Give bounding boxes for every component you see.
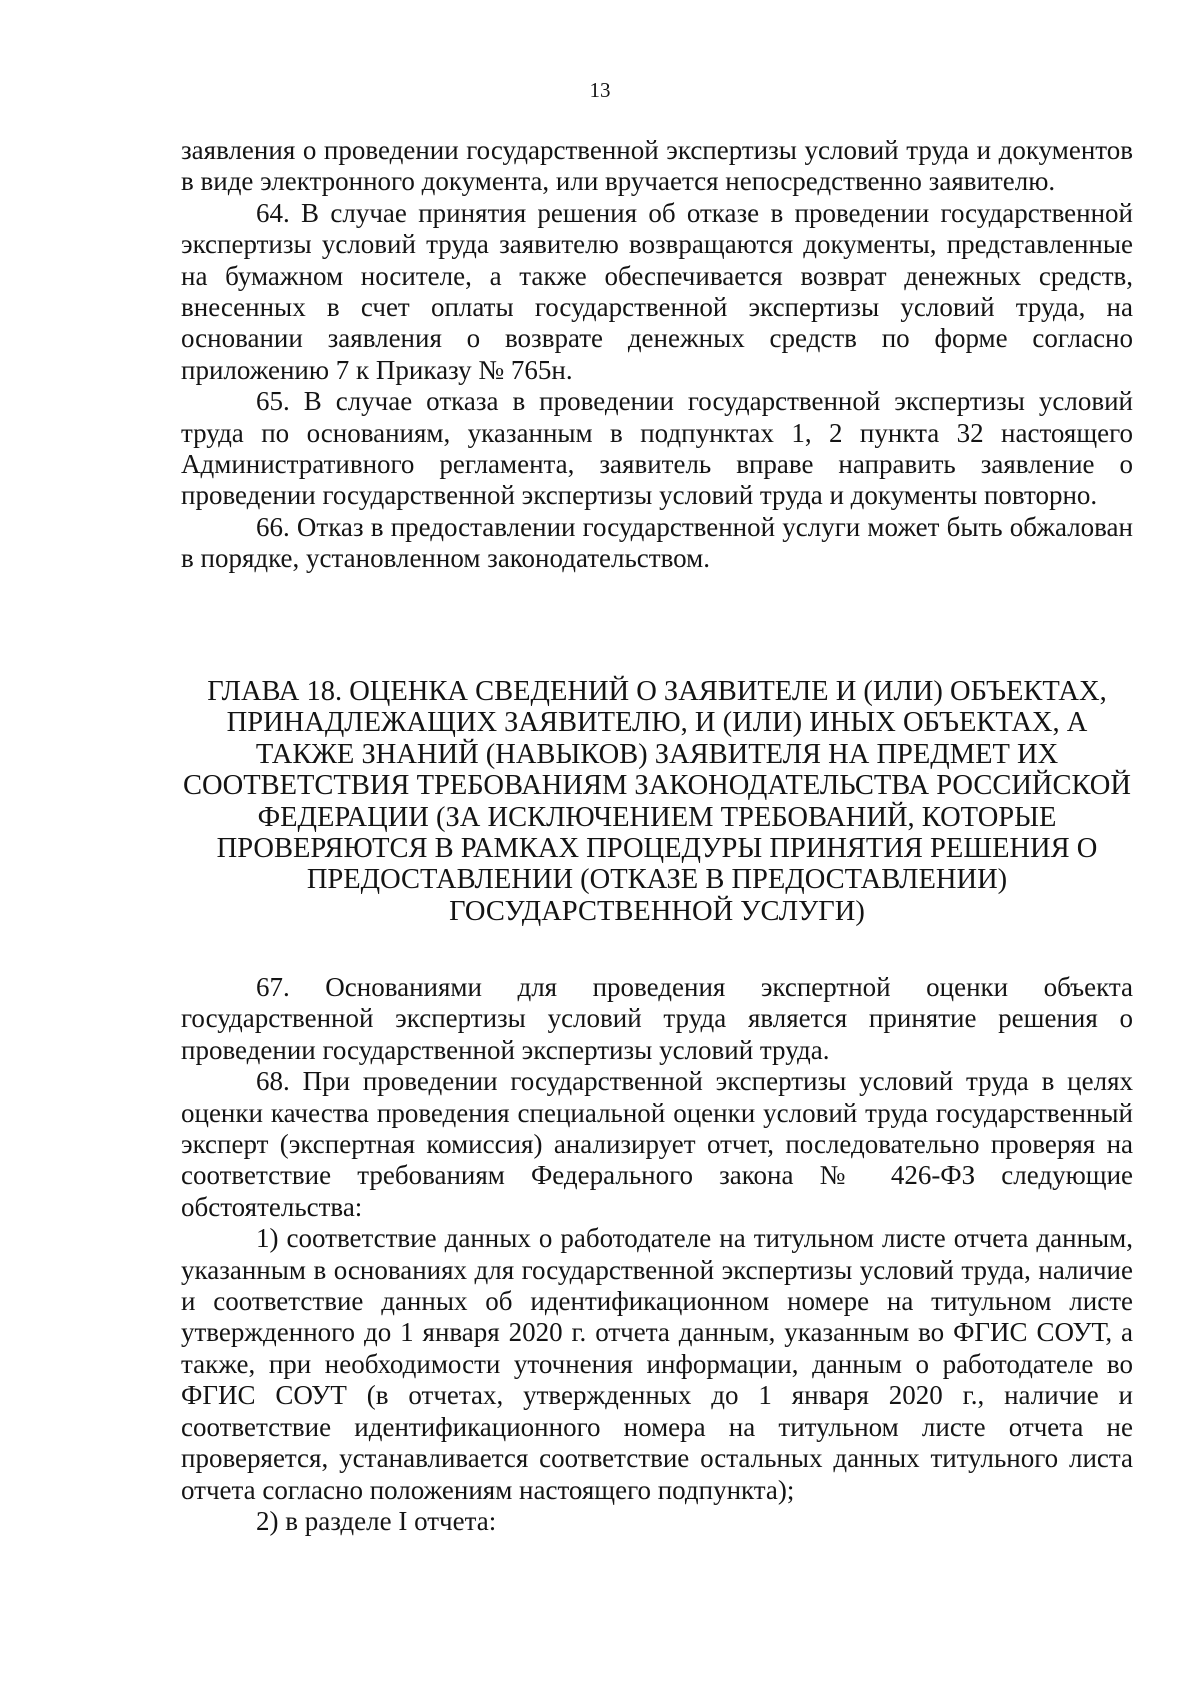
subitem-1: 1) соответствие данных о работодателе на титульном листе отчета данным, указанным в основаниях для государственной экспертизы условий труда, наличие и соответствие данных об идентификационном номере на титульном листе утвержденного до 1 января 2020 г. отчета данным, указанным во ФГИС СОУТ, а также, при необходимости уточнения информации, данным о работодателе во ФГИС СОУТ (в отчетах, утвержденных до 1 января 2020 г., наличие и соответствие идентификационного номера на титульном листе отчета не проверяется, устанавливается соответствие остальных данных титульного листа отчета согласно положениям настоящего подпункта); [181,1223,1133,1505]
paragraph-68: 68. При проведении государственной экспертизы условий труда в целях оценки качества проведения специальной оценки условий труда государственный эксперт (экспертная комиссия) анализирует отчет, последовательно проверяя на соответствие требованиям Федерального закона № 426-ФЗ следующие обстоятельства: [181,1066,1133,1222]
page-number: 13 [589,78,611,102]
paragraphs-bottom [181,972,1133,1537]
subitem-2: 2) в разделе I отчета: [256,1505,497,1536]
chapter-heading-line: ПРЕДОСТАВЛЕНИИ (ОТКАЗЕ В ПРЕДОСТАВЛЕНИИ) [306,864,1008,896]
chapter-heading-line: СООТВЕТСТВИЯ ТРЕБОВАНИЯМ ЗАКОНОДАТЕЛЬСТВА РОССИЙСКОЙ [183,770,1131,802]
chapter-heading-line: ФЕДЕРАЦИИ (ЗА ИСКЛЮЧЕНИЕМ ТРЕБОВАНИЙ, КОТОРЫЕ [257,801,1057,833]
paragraph-66: 66. Отказ в предоставлении государственной услуги может быть обжалован в порядке, установленном законодательством. [181,511,1133,574]
chapter-heading-line: ПРОВЕРЯЮТСЯ В РАМКАХ ПРОЦЕДУРЫ ПРИНЯТИЯ РЕШЕНИЯ О [216,833,1098,865]
paragraphs-top [181,135,1133,575]
paragraph-65: 65. В случае отказа в проведении государственной экспертизы условий труда по основаниям, указанным в подпунктах 1, 2 пункта 32 настоящего Административного регламента, заявитель вправе направить заявление о проведении государственной экспертизы условий труда и документы повторно. [181,386,1133,511]
chapter-heading-line: ГОСУДАРСТВЕННОЙ УСЛУГИ) [449,895,865,927]
paragraph-continuation: заявления о проведении государственной экспертизы условий труда и документов в виде электронного документа, или вручается непосредственно заявителю. [181,135,1133,197]
paragraph-67: 67. Основаниями для проведения экспертной оценки объекта государственной экспертизы условий труда является принятие решения о проведении государственной экспертизы условий труда. [181,972,1133,1065]
chapter-heading-line: ПРИНАДЛЕЖАЩИХ ЗАЯВИТЕЛЮ, И (ИЛИ) ИНЫХ ОБЪЕКТАХ, А [226,707,1088,739]
chapter-heading [181,676,1133,927]
chapter-heading-line: ГЛАВА 18. ОЦЕНКА СВЕДЕНИЙ О ЗАЯВИТЕЛЕ И (ИЛИ) ОБЪЕКТАХ, [207,676,1107,707]
paragraph-64: 64. В случае принятия решения об отказе в проведении государственной экспертизы условий труда заявителю возвращаются документы, представленные на бумажном носителе, а также обеспечивается возврат денежных средств, внесенных в счет оплаты государственной экспертизы условий труда, на основании заявления о возврате денежных средств по форме согласно приложению 7 к Приказу № 765н. [181,197,1133,385]
chapter-heading-line: ТАКЖЕ ЗНАНИЙ (НАВЫКОВ) ЗАЯВИТЕЛЯ НА ПРЕДМЕТ ИХ [255,738,1059,770]
